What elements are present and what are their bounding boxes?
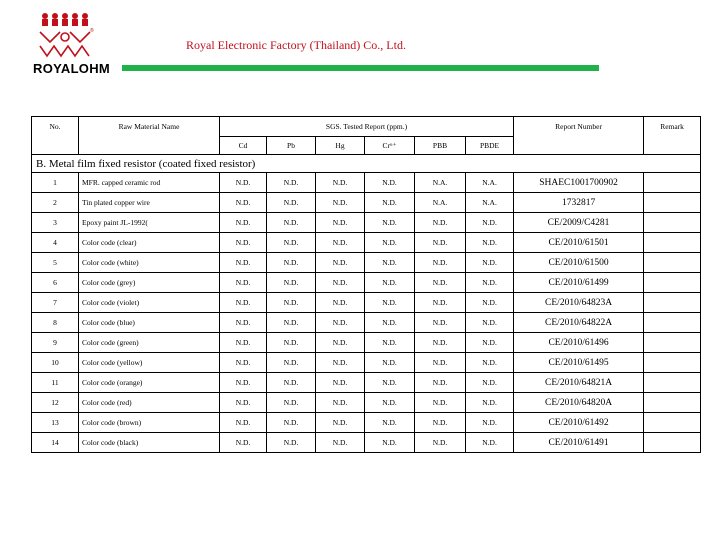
row-value: N.D.: [466, 293, 514, 313]
row-value: N.D.: [220, 433, 267, 453]
logo-wordmark: ROYALOHM: [33, 61, 111, 76]
row-report: SHAEC1001700902: [514, 173, 644, 193]
row-remark: [644, 333, 701, 353]
row-report: CE/2010/64822A: [514, 313, 644, 333]
row-value: N.D.: [365, 233, 415, 253]
row-remark: [644, 293, 701, 313]
row-value: N.A.: [415, 173, 466, 193]
row-value: N.D.: [316, 273, 365, 293]
row-value: N.D.: [267, 353, 316, 373]
row-value: N.A.: [415, 193, 466, 213]
row-value: N.D.: [220, 313, 267, 333]
row-value: N.D.: [316, 353, 365, 373]
row-value: N.D.: [466, 353, 514, 373]
table-row: [32, 413, 701, 433]
row-no: 6: [32, 273, 79, 293]
row-value: N.D.: [365, 393, 415, 413]
row-material: Color code (yellow): [79, 353, 220, 373]
row-remark: [644, 193, 701, 213]
row-value: N.D.: [220, 373, 267, 393]
row-value: N.D.: [365, 433, 415, 453]
row-report: CE/2010/61500: [514, 253, 644, 273]
table-row: [32, 393, 701, 413]
row-material: Color code (red): [79, 393, 220, 413]
row-value: N.D.: [220, 293, 267, 313]
row-value: N.D.: [365, 253, 415, 273]
table-row: [32, 333, 701, 353]
table-row: [32, 313, 701, 333]
row-value: N.D.: [220, 333, 267, 353]
row-value: N.D.: [316, 333, 365, 353]
header-remark: Remark: [644, 117, 701, 155]
row-value: N.D.: [267, 213, 316, 233]
row-value: N.D.: [316, 373, 365, 393]
row-no: 1: [32, 173, 79, 193]
row-value: N.D.: [365, 193, 415, 213]
subheader-hg: Hg: [316, 137, 365, 155]
row-value: N.D.: [466, 333, 514, 353]
row-value: N.D.: [365, 373, 415, 393]
row-value: N.D.: [415, 333, 466, 353]
subheader-pbb: PBB: [415, 137, 466, 155]
table-row: [32, 353, 701, 373]
row-material: Color code (white): [79, 253, 220, 273]
row-value: N.D.: [415, 393, 466, 413]
header-row: [32, 117, 701, 137]
row-value: N.D.: [316, 393, 365, 413]
row-value: N.D.: [365, 273, 415, 293]
row-no: 9: [32, 333, 79, 353]
row-value: N.D.: [466, 313, 514, 333]
row-report: CE/2010/61492: [514, 413, 644, 433]
row-value: N.D.: [316, 413, 365, 433]
row-material: MFR. capped ceramic rod: [79, 173, 220, 193]
section-title: B. Metal film fixed resistor (coated fixed resistor): [32, 155, 701, 173]
row-value: N.D.: [267, 333, 316, 353]
row-value: N.D.: [220, 273, 267, 293]
row-remark: [644, 213, 701, 233]
row-value: N.D.: [415, 213, 466, 233]
row-value: N.D.: [220, 193, 267, 213]
row-value: N.D.: [316, 173, 365, 193]
row-value: N.D.: [415, 273, 466, 293]
row-value: N.D.: [220, 353, 267, 373]
row-value: N.A.: [466, 173, 514, 193]
row-material: Color code (blue): [79, 313, 220, 333]
section-row: [32, 155, 701, 173]
row-value: N.D.: [316, 313, 365, 333]
table-row: [32, 213, 701, 233]
row-no: 3: [32, 213, 79, 233]
row-remark: [644, 253, 701, 273]
row-value: N.D.: [220, 253, 267, 273]
row-report: CE/2010/61491: [514, 433, 644, 453]
row-value: N.D.: [466, 433, 514, 453]
table-row: [32, 193, 701, 213]
row-report: CE/2010/61499: [514, 273, 644, 293]
row-material: Color code (black): [79, 433, 220, 453]
row-value: N.D.: [316, 213, 365, 233]
row-no: 2: [32, 193, 79, 213]
row-value: N.D.: [267, 193, 316, 213]
row-value: N.D.: [316, 293, 365, 313]
row-material: Tin plated copper wire: [79, 193, 220, 213]
row-value: N.D.: [365, 413, 415, 433]
row-value: N.D.: [415, 373, 466, 393]
table-row: [32, 273, 701, 293]
row-value: N.D.: [267, 253, 316, 273]
row-remark: [644, 433, 701, 453]
subheader-cd: Cd: [220, 137, 267, 155]
row-value: N.D.: [267, 433, 316, 453]
row-material: Epoxy paint JL-1992(: [79, 213, 220, 233]
row-value: N.D.: [267, 273, 316, 293]
row-value: N.D.: [220, 233, 267, 253]
row-value: N.D.: [316, 433, 365, 453]
row-material: Color code (orange): [79, 373, 220, 393]
row-value: N.D.: [365, 353, 415, 373]
row-remark: [644, 373, 701, 393]
row-material: Color code (violet): [79, 293, 220, 313]
row-no: 7: [32, 293, 79, 313]
row-report: CE/2010/64823A: [514, 293, 644, 313]
row-value: N.D.: [267, 373, 316, 393]
table-row: [32, 253, 701, 273]
row-value: N.D.: [415, 233, 466, 253]
row-material: Color code (green): [79, 333, 220, 353]
row-report: CE/2010/61496: [514, 333, 644, 353]
row-report: 1732817: [514, 193, 644, 213]
row-value: N.D.: [267, 313, 316, 333]
row-value: N.D.: [415, 433, 466, 453]
table-row: [32, 433, 701, 453]
row-remark: [644, 233, 701, 253]
row-value: N.D.: [365, 333, 415, 353]
subheader-pb: Pb: [267, 137, 316, 155]
row-report: CE/2009/C4281: [514, 213, 644, 233]
row-value: N.D.: [220, 413, 267, 433]
header-sgs: SGS. Tested Report (ppm.): [220, 117, 514, 137]
row-value: N.D.: [466, 393, 514, 413]
row-value: N.D.: [316, 233, 365, 253]
row-value: N.D.: [316, 253, 365, 273]
row-report: CE/2010/64821A: [514, 373, 644, 393]
row-value: N.D.: [415, 413, 466, 433]
row-value: N.D.: [466, 373, 514, 393]
table-row: [32, 233, 701, 253]
row-value: N.D.: [466, 233, 514, 253]
svg-text:®: ®: [90, 28, 94, 34]
row-remark: [644, 413, 701, 433]
header-no: No.: [32, 117, 79, 155]
row-value: N.D.: [267, 233, 316, 253]
row-no: 12: [32, 393, 79, 413]
row-material: Color code (clear): [79, 233, 220, 253]
header-divider-bar: [122, 65, 599, 71]
row-no: 11: [32, 373, 79, 393]
row-report: CE/2010/61501: [514, 233, 644, 253]
row-value: N.D.: [415, 313, 466, 333]
row-report: CE/2010/61495: [514, 353, 644, 373]
row-value: N.D.: [466, 253, 514, 273]
header-report: Report Number: [514, 117, 644, 155]
subheader-cr6: Cr⁶⁺: [365, 137, 415, 155]
row-value: N.D.: [466, 413, 514, 433]
row-remark: [644, 273, 701, 293]
row-no: 5: [32, 253, 79, 273]
row-value: N.D.: [267, 293, 316, 313]
row-value: N.D.: [365, 293, 415, 313]
row-value: N.D.: [267, 173, 316, 193]
table-row: [32, 373, 701, 393]
row-material: Color code (grey): [79, 273, 220, 293]
row-value: N.D.: [365, 313, 415, 333]
row-no: 8: [32, 313, 79, 333]
row-value: N.D.: [365, 173, 415, 193]
row-remark: [644, 173, 701, 193]
row-no: 13: [32, 413, 79, 433]
row-value: N.D.: [267, 413, 316, 433]
row-remark: [644, 393, 701, 413]
subheader-pbde: PBDE: [466, 137, 514, 155]
row-no: 4: [32, 233, 79, 253]
row-no: 10: [32, 353, 79, 373]
row-value: N.D.: [466, 213, 514, 233]
row-value: N.D.: [316, 193, 365, 213]
row-value: N.D.: [415, 253, 466, 273]
row-value: N.D.: [220, 173, 267, 193]
row-no: 14: [32, 433, 79, 453]
table-row: [32, 293, 701, 313]
row-value: N.D.: [466, 273, 514, 293]
row-report: CE/2010/64820A: [514, 393, 644, 413]
row-value: N.D.: [415, 293, 466, 313]
sgs-test-table: [31, 116, 701, 453]
row-remark: [644, 353, 701, 373]
row-material: Color code (brown): [79, 413, 220, 433]
row-remark: [644, 313, 701, 333]
row-value: N.D.: [365, 213, 415, 233]
row-value: N.D.: [220, 213, 267, 233]
row-value: N.D.: [267, 393, 316, 413]
row-value: N.D.: [220, 393, 267, 413]
table-row: [32, 173, 701, 193]
row-value: N.A.: [466, 193, 514, 213]
row-value: N.D.: [415, 353, 466, 373]
company-title: Royal Electronic Factory (Thailand) Co., Ltd.: [186, 38, 406, 52]
header-material: Raw Material Name: [79, 117, 220, 155]
